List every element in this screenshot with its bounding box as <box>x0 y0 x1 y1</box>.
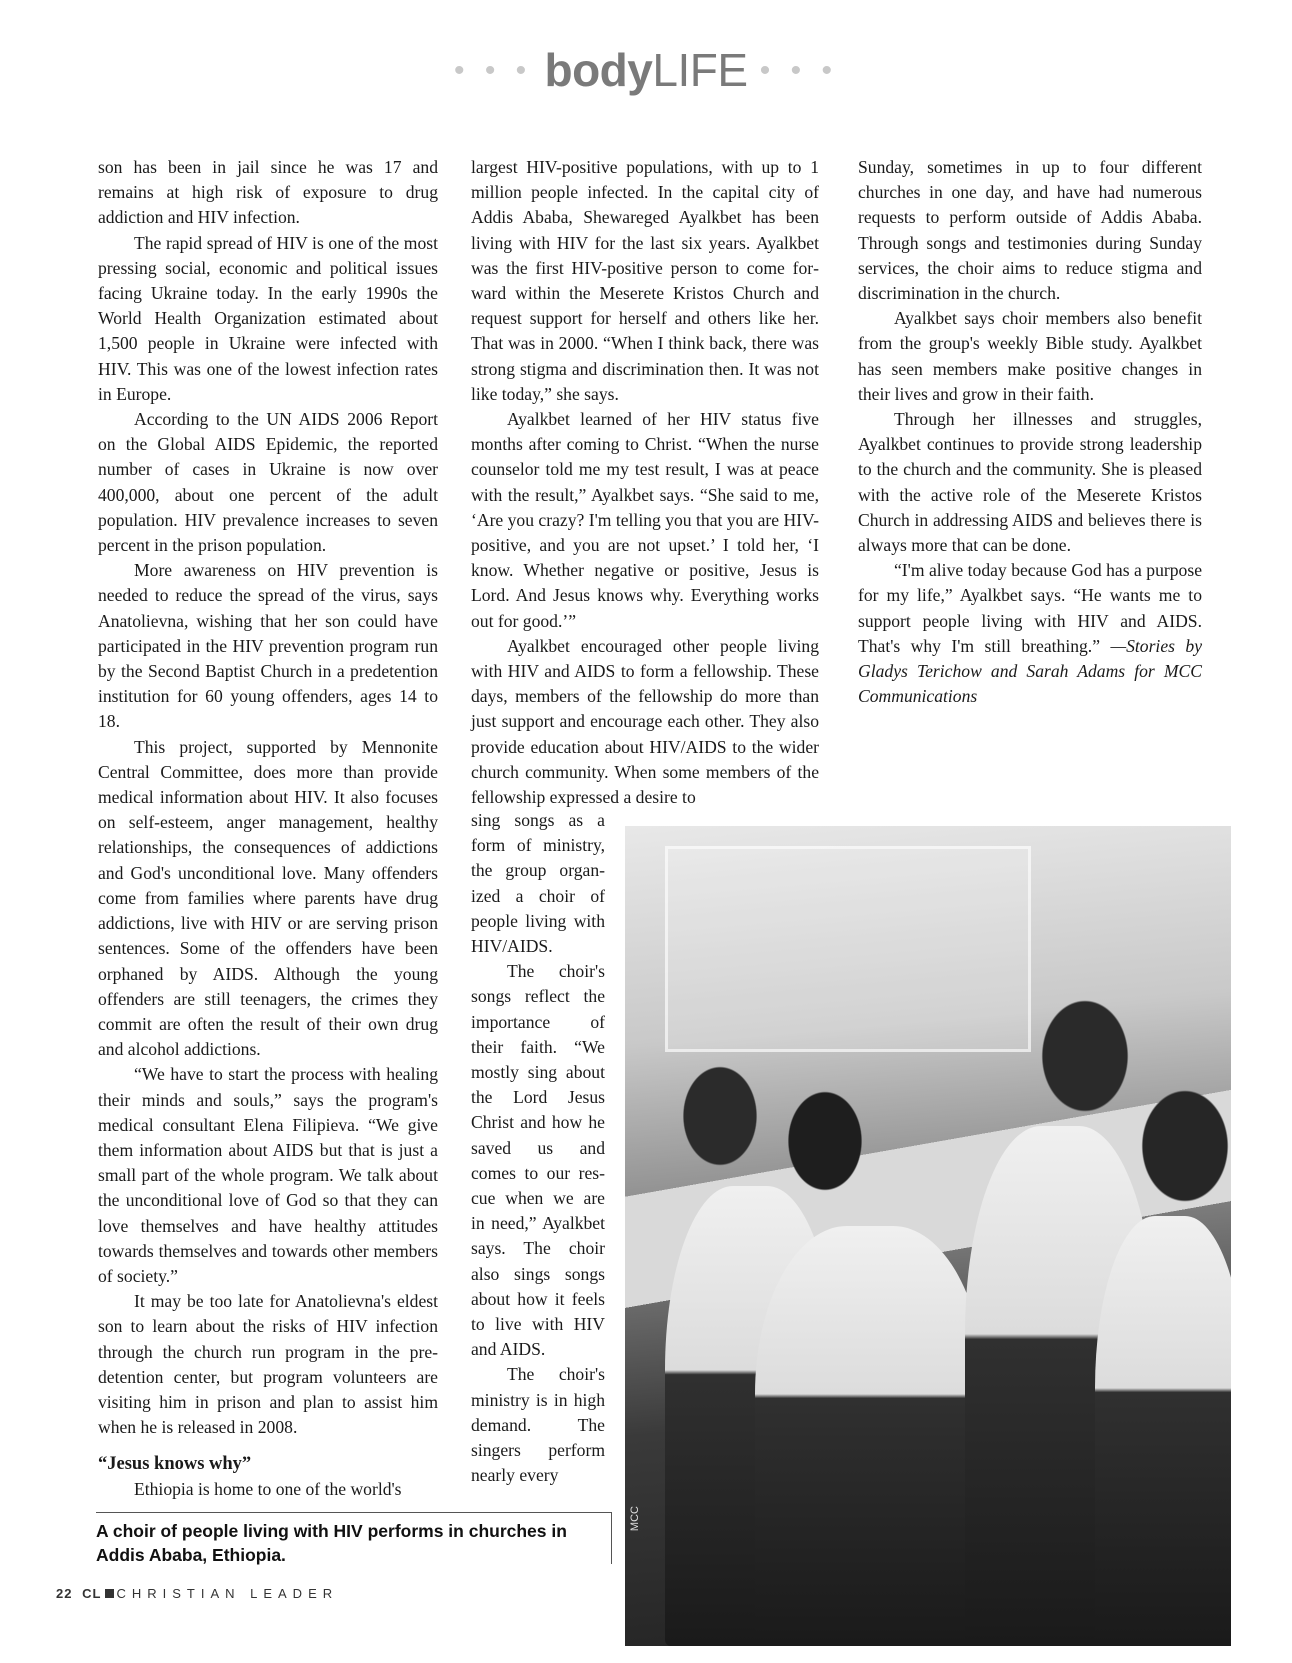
photo-credit: MCC <box>629 1506 641 1532</box>
article-column-2 <box>471 155 819 810</box>
magazine-name: CHRISTIAN LEADER <box>116 1586 339 1601</box>
paragraph: Ayalkbet says choir members also benefit from the group's weekly Bible study. Ayalkbet has seen members make positive changes in their lives and grow in their faith. <box>858 308 1202 404</box>
article-column-3 <box>858 155 1202 709</box>
header-dots-right: • • • <box>759 54 838 87</box>
subheading: “Jesus knows why” <box>98 1454 252 1475</box>
magazine-abbr: CL <box>82 1586 102 1601</box>
header-life-word: LIFE <box>652 44 748 96</box>
paragraph: The choir's ministry is in high demand. The singers perform nearly every <box>471 1364 605 1486</box>
paragraph: Through her illnesses and struggles, Ayalkbet continues to provide strong leadership to the church and the community. She is pleased with the active role of the Meserete Kristos Church in addressing AIDS and believes there is always more that can be done. <box>858 409 1202 556</box>
paragraph: Ethiopia is home to one of the world's <box>134 1479 402 1500</box>
header-body-word: body <box>544 44 653 96</box>
paragraph: The choir's songs reflect the importance of their faith. “We mostly sing about the Lord Jesus Christ and how he saved us and comes to our rescue when we are in need,” Ayalkbet says. The choir also sings songs about how it feels to live with HIV and AIDS. <box>471 961 605 1360</box>
paragraph: largest HIV-positive populations, with up to 1 million people infected. In the capital city of Addis Ababa, Shewareged Ayalkbet has been living with HIV for the last six years. Ayalkbet was the first HIV-positive person to come forward within the Meserete Kristos Church and request support for herself and others like her. That was in 2000. “When I think back, there was strong stigma and discrimination then. It was not like today,” she says. <box>471 157 819 404</box>
choir-member-robe <box>1095 1216 1231 1646</box>
choir-member-robe <box>755 1226 985 1646</box>
church-window <box>665 846 1031 1052</box>
paragraph <box>858 558 1202 709</box>
page-footer <box>56 1586 338 1606</box>
paragraph: According to the UN AIDS 2006 Report on the Global AIDS Epidemic, the reported number of cases in Ukraine is now over 400,000, about one percent of the adult population. HIV prevalence increases to seven percent in the prison population. <box>98 409 438 556</box>
choir-photo <box>625 826 1231 1646</box>
article-column-2-narrow <box>471 808 605 1488</box>
paragraph: More awareness on HIV prevention is needed to reduce the spread of the virus, says Anatolievna, wishing that her son could have participated in the HIV prevention program run by the Second Baptist Church in a predetention institution for 60 young offenders, ages 14 to 18. <box>98 560 438 732</box>
paragraph: The rapid spread of HIV is one of the most pressing social, economic and political issues facing Ukraine today. In the early 1990s the World Health Organization estimated about 1,500 people in Ukraine were infected with HIV. This was one of the lowest infection rates in Europe. <box>98 232 438 404</box>
paragraph: “We have to start the process with healing their minds and souls,” says the program's medical consultant Elena Filipieva. “We give them information about AIDS but that is just a small part of the whole program. We talk about the unconditional love of God so that they can love themselves and have healthy attitudes towards themselves and towards other members of society.” <box>98 1064 438 1286</box>
page-number: 22 <box>56 1586 73 1601</box>
paragraph: sing songs as a form of ministry, the group organized a choir of people living with HIV/AIDS. <box>471 810 605 957</box>
caption-rule <box>96 1512 611 1513</box>
footer-square-icon <box>105 1589 114 1598</box>
header-dots-left: • • • <box>454 54 533 87</box>
closing-quote: “I'm alive today because God has a purpose for my life,” Ayalkbet says. “He wants me to support people living with HIV and AIDS. That's why I'm still breathing.” <box>858 560 1202 656</box>
paragraph: Sunday, sometimes in up to four different churches in one day, and have had numerous requests to perform outside of Addis Ababa. Through songs and testimonies during Sunday services, the choir aims to reduce stigma and discrimination in the church. <box>858 157 1202 304</box>
paragraph: Ayalkbet encouraged other people living with HIV and AIDS to form a fellowship. These days, members of the fellowship do more than just support and encourage each other. They also provide education about HIV/AIDS to the wider church community. When some members of the fellowship expressed a desire to <box>471 635 819 808</box>
photo-caption: A choir of people living with HIV performs in churches in Addis Ababa, Ethiopia. <box>96 1521 567 1565</box>
paragraph: Ayalkbet learned of her HIV status five months after coming to Christ. “When the nurse counselor told me my test result, I was at peace with the result,” Ayalkbet says. “She said to me, ‘Are you crazy? I'm telling you that you are HIV-positive, and you are not upset.’ I told her, ‘I know. Whether negative or positive, Jesus is Lord. And Jesus knows why. Everything works out for good.’” <box>471 409 819 631</box>
paragraph: It may be too late for Anatolievna's eldest son to learn about the risks of HIV infection through the church run program in the pre-detention center, but program volunteers are visiting him in prison and plan to assist him when he is released in 2008. <box>98 1291 438 1438</box>
article-column-1 <box>98 155 438 1503</box>
byline: —Stories by Gladys Terichow and Sarah Adams for MCC Communications <box>858 635 1203 707</box>
paragraph: son has been in jail since he was 17 and remains at high risk of exposure to drug addiction and HIV infection. <box>98 157 438 228</box>
paragraph: This project, supported by Mennonite Central Committee, does more than provide medical information about HIV. It also focuses on self-esteem, anger management, healthy relationships, the consequences of addictions and God's unconditional love. Many offenders come from families where parents have drug addictions, live with HIV or are serving prison sentences. Some of the offenders have been orphaned by AIDS. Although the young offenders are still teenagers, the crimes they commit are often the result of their own drug and alcohol addictions. <box>98 736 438 1060</box>
section-header <box>0 40 1292 100</box>
